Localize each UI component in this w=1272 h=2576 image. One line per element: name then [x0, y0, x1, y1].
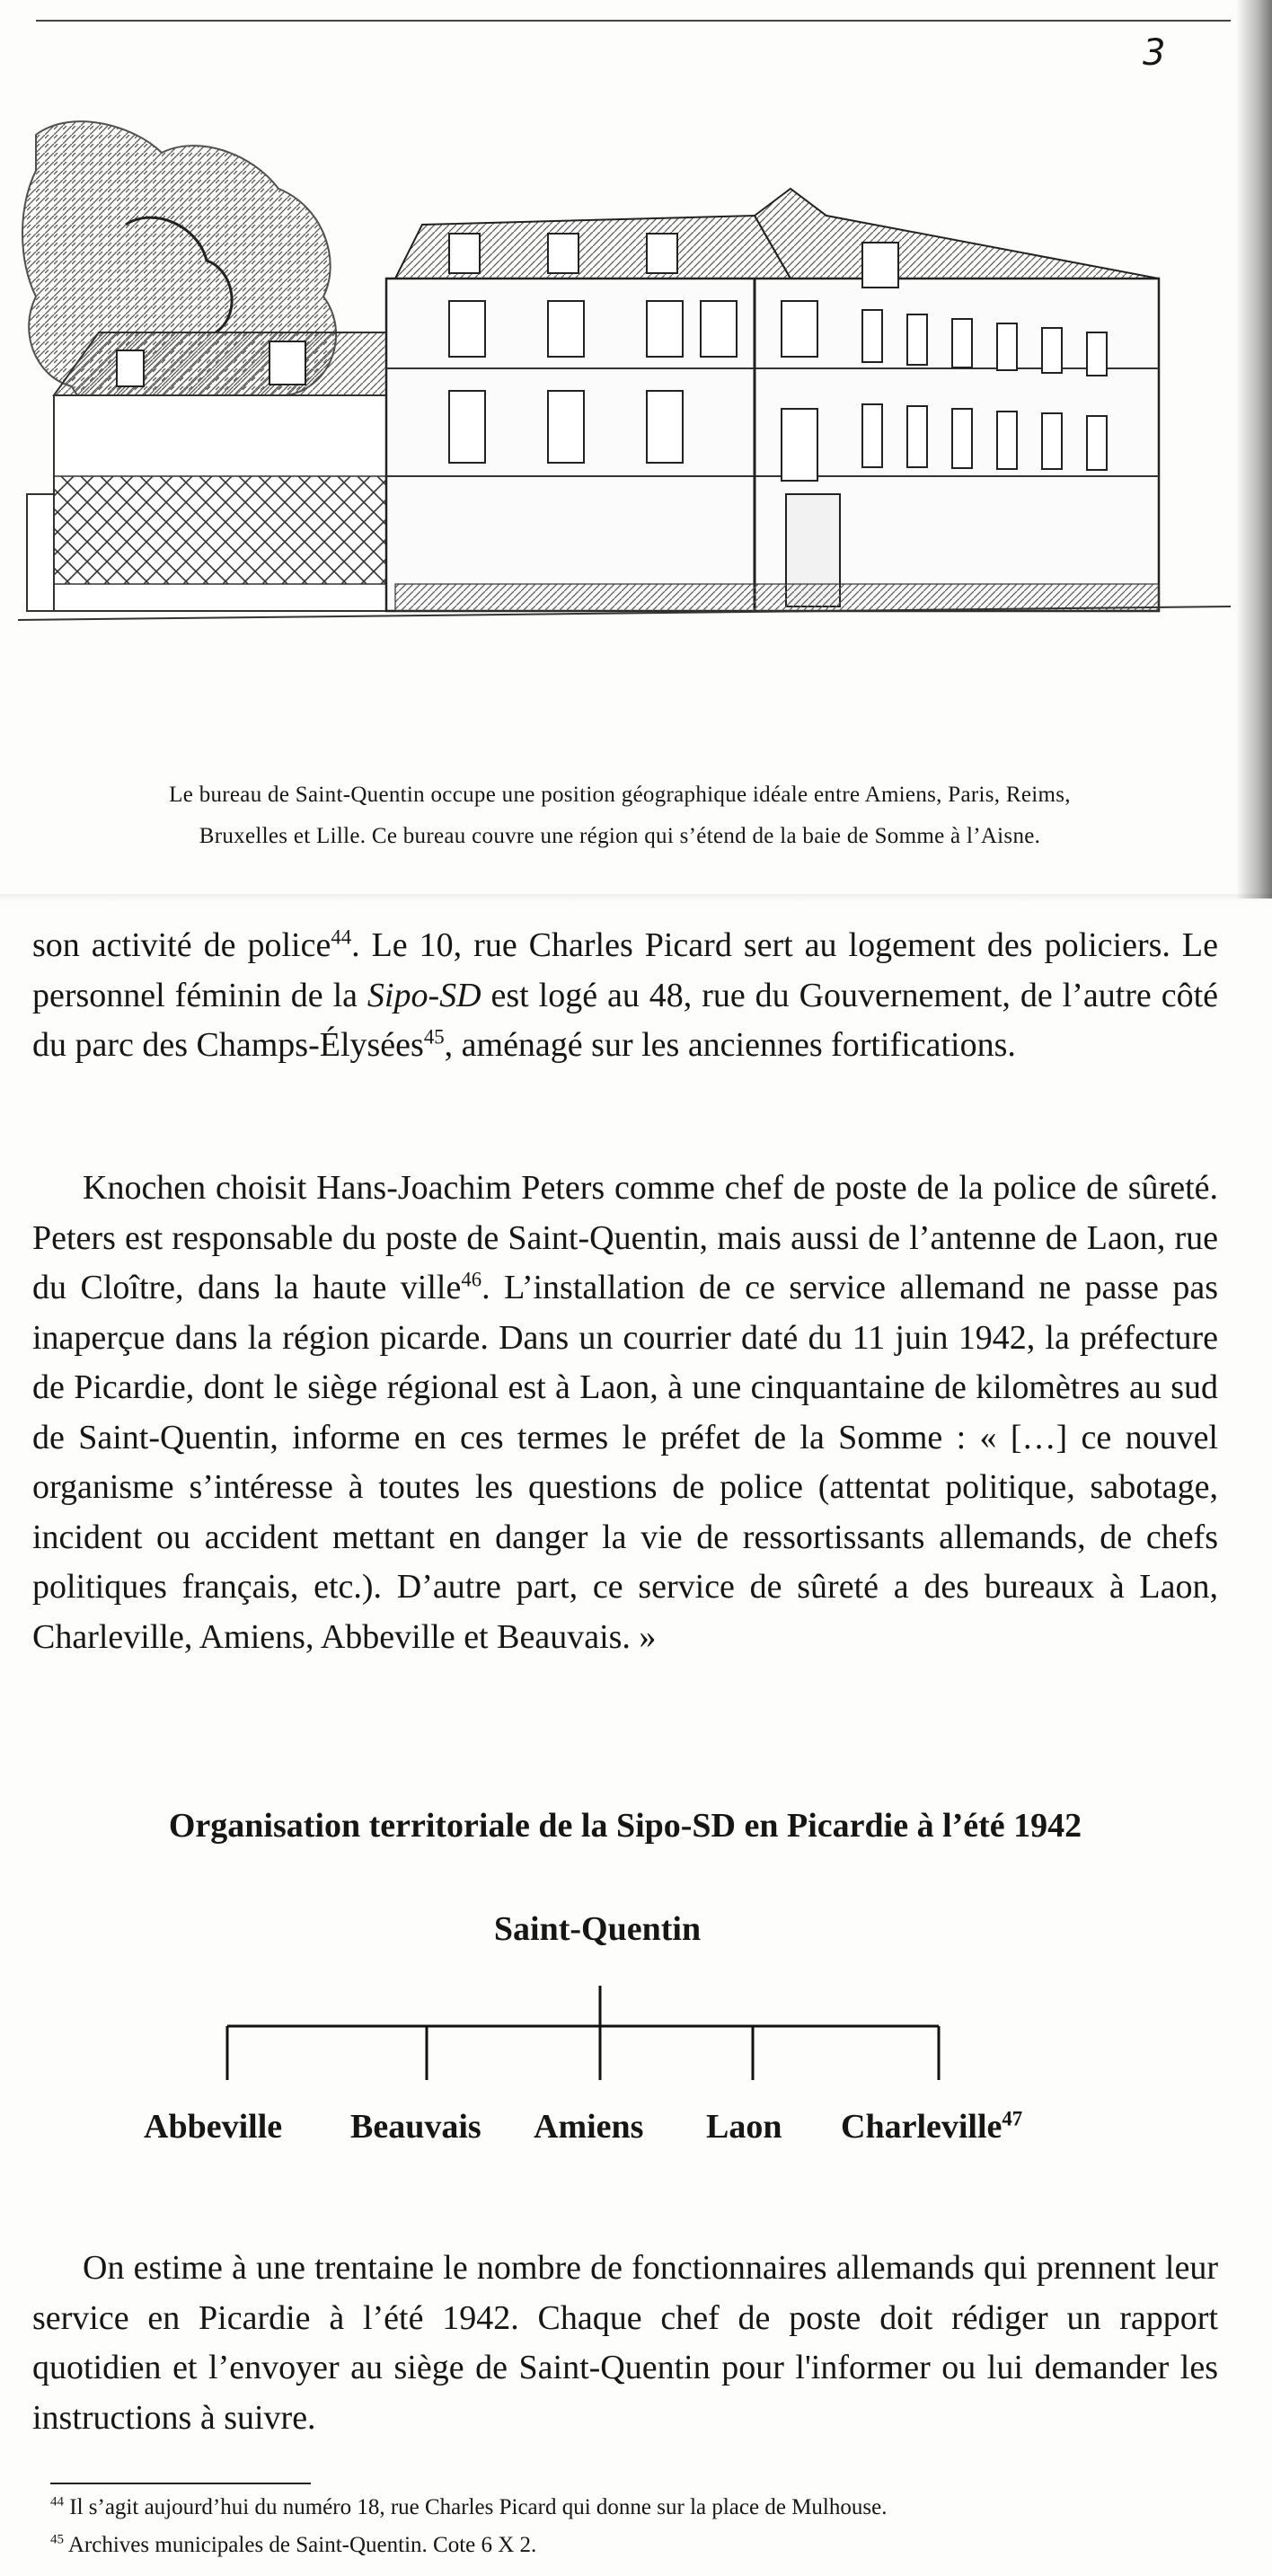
footnote-rule: [50, 2483, 311, 2484]
para1-text-2: . Le 10, rue Charles Picard sert au logement des policiers. Le personnel féminin de la: [32, 926, 1218, 1014]
org-node-laon: Laon: [706, 2108, 782, 2146]
footnote-ref-44: 44: [331, 925, 352, 949]
para1-text-1: son activité de police: [32, 926, 331, 964]
footnote-ref-47: 47: [1002, 2107, 1023, 2130]
footnote-44: [50, 2489, 1218, 2527]
org-chart-title: Organisation territoriale de la Sipo-SD en Picardie à l’été 1942: [168, 1807, 1082, 1845]
org-node-amiens: Amiens: [534, 2108, 644, 2146]
footnote-ref-45: 45: [423, 1025, 445, 1049]
org-node-beauvais: Beauvais: [350, 2108, 481, 2146]
footnote-ref-46: 46: [461, 1268, 482, 1291]
org-node-charleville: [841, 2107, 1022, 2147]
footnote-45-text: Archives municipales de Saint-Quentin. Cote 6 X 2.: [67, 2533, 537, 2557]
org-node-abbeville: Abbeville: [144, 2108, 283, 2146]
para2-text-1: Knochen choisit Hans-Joachim Peters comme chef de poste de la police de sûreté. Peters est responsable du poste de Saint-Quentin, mais aussi de l’antenne de Laon, rue du Cloître, dans la haute ville: [32, 1169, 1218, 1306]
para1-text-3: est logé au 48, rue du Gouvernement, de l’autre côté du parc des Champs-Élysées: [32, 976, 1218, 1064]
para3-text: On estime à une trentaine le nombre de fonctionnaires allemands qui prennent leur service en Picardie à l’été 1942. Chaque chef de poste doit rédiger un rapport quotidien et l’envoyer au siège de Saint-Quentin pour l'informer ou lui demander les instructions à suivre.: [32, 2249, 1218, 2437]
para2-text-2: . L’installation de ce service allemand ne passe pas inaperçue dans la région picarde. Dans un courrier daté du 11 juin 1942, la préfecture de Picardie, dont le siège régional est à Laon, à une cinquantaine de kilomètres au sud de Saint-Quentin, informe en ces termes le préfet de la Somme : « […] ce nouvel organisme s’intéresse à toutes les questions de police (attentat politique, sabotage, incident ou accident mettant en danger la vie de ressortissants allemands, de chefs politiques français, etc.). D’autre part, ce service de sûreté a des bureaux à Laon, Charleville, Amiens, Abbeville et Beauvais. »: [32, 1269, 1218, 1656]
footnote-44-text: Il s’agit aujourd’hui du numéro 18, rue Charles Picard qui donne sur la place de Mulhouse.: [69, 2495, 888, 2519]
footnotes: [50, 2489, 1218, 2564]
page-number: 3: [1143, 32, 1166, 74]
org-chart-root: Saint-Quentin: [493, 1910, 702, 1948]
footnote-44-num: 44: [50, 2494, 64, 2510]
footnote-45-num: 45: [50, 2532, 64, 2547]
org-node-charleville-label: Charleville: [841, 2108, 1003, 2146]
para1-text-4: , aménagé sur les anciennes fortifications.: [444, 1026, 1016, 1064]
caption-line-2: Bruxelles et Lille. Ce bureau couvre une région qui s’étend de la baie de Somme à l’Aisne.: [199, 824, 1041, 848]
footnote-45: [50, 2527, 1218, 2564]
caption-line-1: Le bureau de Saint-Quentin occupe une position géographique idéale entre Amiens, Paris, Reims,: [169, 783, 1071, 807]
para1-emphasis: Sipo-SD: [367, 976, 481, 1014]
paragraph-3: [32, 2244, 1218, 2443]
